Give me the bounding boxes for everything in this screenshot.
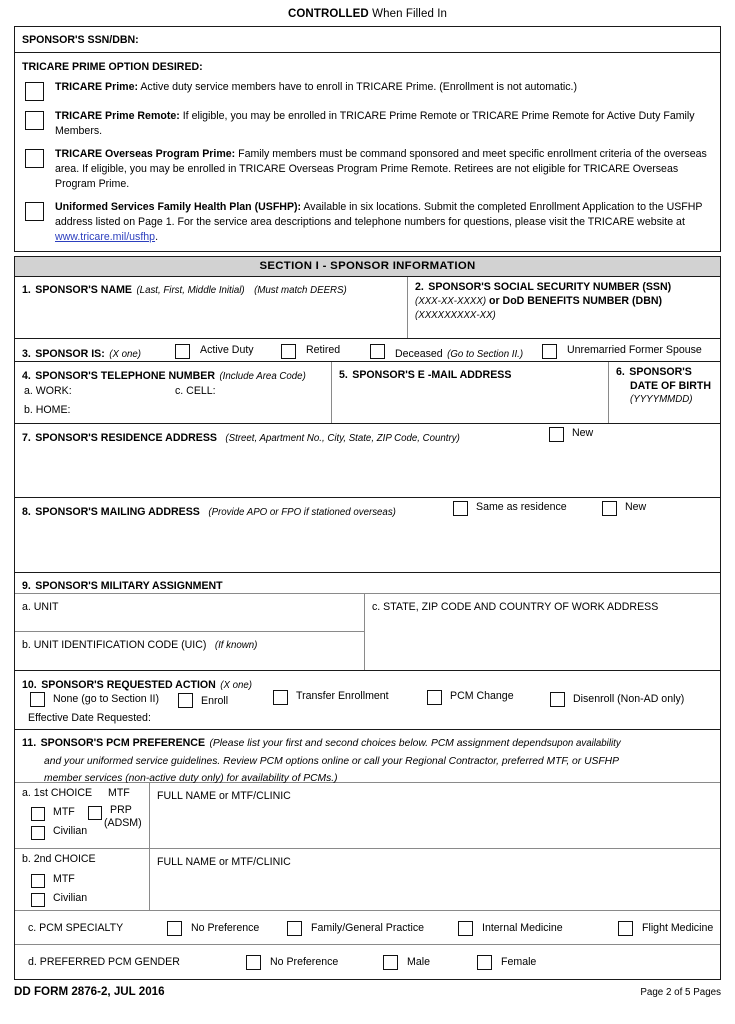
checkbox-action-transfer[interactable] <box>273 689 288 707</box>
label-deceased-wrap <box>395 344 523 362</box>
checkbox-usfhp[interactable] <box>25 202 44 221</box>
item11-header <box>15 730 720 783</box>
row-military-assignment <box>15 594 720 671</box>
item9-sub-c: c. STATE, ZIP CODE AND COUNTRY OF WORK ADDRESS <box>372 601 659 613</box>
checkbox-action-enroll[interactable] <box>178 692 193 710</box>
form-footer <box>14 980 721 998</box>
pcm-second-choice-options <box>15 849 149 910</box>
field-sponsor-dob[interactable] <box>608 362 720 423</box>
field-work-address[interactable] <box>364 594 720 670</box>
tricare-option-usfhp-body: Available in six locations. Submit the completed Enrollment Application to the USFHP address listed on Page 1. For the service area descriptions and telephone numbers for questions, please visit the TRICARE website at <box>55 201 703 228</box>
item6-line2: DATE OF BIRTH <box>630 379 712 392</box>
label-active-duty: Active Duty <box>200 344 254 356</box>
item4-label: SPONSOR'S TELEPHONE NUMBER <box>35 370 215 382</box>
col-unit-uic <box>15 594 364 670</box>
label-pcm-gender: d. PREFERRED PCM GENDER <box>28 956 180 968</box>
item11-hint-line1: (Please list your first and second choices below. PCM assignment depends <box>209 738 552 749</box>
item2-number: 2. <box>415 281 424 293</box>
row-pcm-gender <box>15 945 720 979</box>
tricare-option-usfhp[interactable] <box>15 195 720 251</box>
checkbox-tricare-prime[interactable] <box>25 82 44 101</box>
item6-line3: (YYYYMMDD) <box>630 394 693 405</box>
label-same-as-residence: Same as residence <box>476 501 567 513</box>
section-one-bar: SECTION I - SPONSOR INFORMATION <box>15 257 720 277</box>
tricare-options-heading-wrap <box>15 53 720 75</box>
label-gender-male: Male <box>407 956 430 968</box>
row-sponsor-is <box>15 339 720 362</box>
label-pcm-specialty: c. PCM SPECIALTY <box>28 922 124 934</box>
item7-hint: (Street, Apartment No., City, State, ZIP Code, Country) <box>225 433 460 444</box>
label-specialty-no-preference: No Preference <box>191 922 260 934</box>
label-retired: Retired <box>306 344 341 356</box>
section-one-frame <box>14 256 721 980</box>
tricare-option-prime-remote-title: TRICARE Prime Remote: <box>55 110 180 122</box>
item1-label: SPONSOR'S NAME <box>35 284 132 296</box>
checkbox-action-disenroll[interactable] <box>550 691 565 709</box>
pcm-first-choice-options <box>15 783 149 848</box>
usfhp-website-link[interactable]: www.tricare.mil/usfhp <box>55 231 156 243</box>
item10-hint: (X one) <box>220 680 253 691</box>
item3-number: 3. <box>22 348 31 360</box>
checkbox-active-duty[interactable] <box>175 343 190 361</box>
field-sponsor-ssn[interactable] <box>407 277 720 338</box>
checkbox-same-as-residence[interactable] <box>453 500 468 518</box>
item9-label: SPONSOR'S MILITARY ASSIGNMENT <box>35 580 223 592</box>
label-residence-new: New <box>572 427 594 439</box>
item6-line1: SPONSOR'S <box>629 366 692 378</box>
tricare-prime-options-block <box>15 53 720 251</box>
item2-line1: SPONSOR'S SOCIAL SECURITY NUMBER (SSN) <box>428 281 672 293</box>
checkbox-specialty-internal-medicine[interactable] <box>458 920 473 938</box>
label-second-choice-field: FULL NAME or MTF/CLINIC <box>157 856 291 868</box>
field-unit[interactable] <box>15 594 364 632</box>
item9-sub-a: a. UNIT <box>22 601 59 613</box>
controlled-bold-text: CONTROLLED <box>287 8 369 20</box>
label-specialty-flight-medicine: Flight Medicine <box>642 922 714 934</box>
row-pcm-first-choice <box>15 783 720 849</box>
checkbox-specialty-no-preference[interactable] <box>167 920 182 938</box>
tricare-option-prime-remote[interactable] <box>15 104 720 142</box>
item11-hint-line2: and your uniformed service guidelines. Review PCM options online or call your Regional Contractor, preferred MTF, or USFHP <box>44 755 619 767</box>
checkbox-first-choice-mtf[interactable] <box>31 805 45 823</box>
checkbox-tricare-prime-remote[interactable] <box>25 111 44 130</box>
tricare-option-overseas-prime-text <box>55 147 712 192</box>
label-second-choice: b. 2nd CHOICE <box>22 853 96 865</box>
item9-sub-b-hint: (If known) <box>214 640 258 651</box>
item11-number: 11. <box>22 737 37 749</box>
label-deceased: Deceased <box>395 348 443 360</box>
label-first-choice-mtf-header: MTF <box>108 787 130 799</box>
item11-hint-line3: member services (non-active duty only) for availability of PCMs.) <box>44 773 338 784</box>
item3-label: SPONSOR IS: <box>35 348 105 360</box>
tricare-option-prime-remote-body: If eligible, you may be enrolled in TRICARE Prime Remote or TRICARE Prime Remote for Active Duty Family Members. <box>55 110 695 137</box>
label-action-transfer: Transfer Enrollment <box>296 690 389 702</box>
item4-work-label: a. WORK: <box>24 385 72 397</box>
form-frame <box>14 26 721 252</box>
label-first-choice: a. 1st CHOICE <box>22 787 93 799</box>
item4-number: 4. <box>22 370 31 382</box>
checkbox-gender-no-preference[interactable] <box>246 954 261 972</box>
tricare-option-overseas-prime-body: Family members must be command sponsored and meet specific enrollment criteria of the overseas area. If eligible, you may be enrolled in TRICARE Overseas Program Prime Remote. Retirees are not eligible for TRICARE Overseas Program Prime. <box>55 148 707 190</box>
field-mailing-address[interactable] <box>15 498 720 573</box>
checkbox-retired[interactable] <box>281 343 296 361</box>
item8-number: 8. <box>22 506 31 518</box>
checkbox-action-none[interactable] <box>30 691 45 709</box>
checkbox-residence-new[interactable] <box>549 426 564 444</box>
item3-hint: (X one) <box>109 349 141 360</box>
tricare-option-prime-title: TRICARE Prime: <box>55 81 138 93</box>
checkbox-second-choice-mtf[interactable] <box>31 872 45 890</box>
item1-number: 1. <box>22 284 31 296</box>
item7-label-wrap <box>22 428 460 446</box>
label-action-disenroll: Disenroll (Non-AD only) <box>573 693 685 705</box>
checkbox-unremarried-former-spouse[interactable] <box>542 343 557 361</box>
label-deceased-hint: (Go to Section II.) <box>447 349 524 360</box>
row-pcm-specialty <box>15 911 720 945</box>
controlled-rest-text: When Filled In <box>368 8 448 20</box>
label-second-choice-mtf: MTF <box>53 873 75 885</box>
item4-cell-label: c. CELL: <box>175 385 216 397</box>
label-gender-no-preference: No Preference <box>270 956 339 968</box>
item1-hint1: (Last, First, Middle Initial) <box>136 285 245 296</box>
item5-label: SPONSOR'S E -MAIL ADDRESS <box>352 369 512 381</box>
item10-number: 10. <box>22 679 37 691</box>
checkbox-first-choice-civilian[interactable] <box>31 824 45 842</box>
item8-label: SPONSOR'S MAILING ADDRESS <box>35 506 200 518</box>
label-second-choice-civilian: Civilian <box>53 892 88 904</box>
field-residence-address[interactable] <box>15 424 720 498</box>
checkbox-first-choice-prp[interactable] <box>88 804 102 822</box>
row-requested-action <box>15 671 720 730</box>
tricare-option-overseas-prime-title: TRICARE Overseas Program Prime: <box>55 148 236 160</box>
item9-number: 9. <box>22 580 31 592</box>
checkbox-gender-female[interactable] <box>477 954 492 972</box>
sponsor-ssn-dbn-row[interactable] <box>15 27 720 53</box>
controlled-banner <box>14 0 721 26</box>
tricare-option-usfhp-text <box>55 200 712 245</box>
label-unremarried-former-spouse: Unremarried Former Spouse <box>567 344 702 356</box>
item1-hint2: (Must match DEERS) <box>254 285 347 296</box>
field-first-choice-name[interactable] <box>149 783 720 848</box>
label-gender-female: Female <box>501 956 537 968</box>
checkbox-tricare-overseas-prime[interactable] <box>25 149 44 168</box>
label-specialty-internal-medicine: Internal Medicine <box>482 922 563 934</box>
form-id-label: DD FORM 2876-2, JUL 2016 <box>14 985 165 998</box>
page-number-label: Page 2 of 5 Pages <box>640 987 721 998</box>
item10-label: SPONSOR'S REQUESTED ACTION <box>41 679 216 691</box>
field-sponsor-email[interactable] <box>331 362 608 423</box>
row-pcm-second-choice <box>15 849 720 911</box>
checkbox-mailing-new[interactable] <box>602 500 617 518</box>
label-action-pcm-change: PCM Change <box>450 690 514 702</box>
item9-sub-b: b. UNIT IDENTIFICATION CODE (UIC) <box>22 639 207 651</box>
item3-label-wrap <box>22 344 141 362</box>
checkbox-specialty-flight-medicine[interactable] <box>618 920 633 938</box>
tricare-options-heading: TRICARE PRIME OPTION DESIRED: <box>22 61 203 73</box>
checkbox-specialty-family-general[interactable] <box>287 920 302 938</box>
tricare-option-usfhp-body-after: . <box>155 231 159 243</box>
item11-label: SPONSOR'S PCM PREFERENCE <box>40 737 206 749</box>
label-action-none: None (go to Section II) <box>53 693 159 705</box>
item11-hint-line1-tail: upon availability <box>551 738 621 749</box>
tricare-option-usfhp-title: Uniformed Services Family Health Plan (USFHP): <box>55 201 302 213</box>
label-first-choice-field: FULL NAME or MTF/CLINIC <box>157 790 291 802</box>
label-action-enroll: Enroll <box>201 695 229 707</box>
tricare-option-prime-remote-text <box>55 109 712 139</box>
label-first-choice-prp-sub: (ADSM) <box>104 817 142 829</box>
label-first-choice-prp: PRP <box>110 804 132 816</box>
row-name-ssn <box>15 277 720 339</box>
checkbox-gender-male[interactable] <box>383 954 398 972</box>
item2-line3-italic: (XXXXXXXXX-XX) <box>415 310 496 321</box>
label-effective-date-requested[interactable]: Effective Date Requested: <box>28 712 151 724</box>
label-first-choice-civilian: Civilian <box>53 825 88 837</box>
item6-number: 6. <box>616 366 625 378</box>
tricare-option-prime-body: Active duty service members have to enroll in TRICARE Prime. (Enrollment is not automatic.) <box>138 81 578 93</box>
item9-header <box>15 573 720 594</box>
item7-label: SPONSOR'S RESIDENCE ADDRESS <box>35 432 217 444</box>
checkbox-action-pcm-change[interactable] <box>427 689 442 707</box>
label-first-choice-mtf: MTF <box>53 806 75 818</box>
field-sponsor-name[interactable] <box>15 277 407 338</box>
item8-hint: (Provide APO or FPO if stationed overseas) <box>208 507 396 518</box>
tricare-option-prime[interactable] <box>15 75 720 104</box>
tricare-option-prime-text <box>55 80 712 95</box>
item2-line2-italic: (XXX-XX-XXXX) <box>415 295 487 307</box>
tricare-option-overseas-prime[interactable] <box>15 142 720 195</box>
label-specialty-family-general: Family/General Practice <box>311 922 425 934</box>
checkbox-second-choice-civilian[interactable] <box>31 891 45 909</box>
label-mailing-new: New <box>625 501 647 513</box>
item7-number: 7. <box>22 432 31 444</box>
item2-line2-bold: or DoD BENEFITS NUMBER (DBN) <box>486 294 663 307</box>
item10-label-wrap <box>22 675 252 693</box>
checkbox-deceased[interactable] <box>370 343 385 361</box>
row-phone-email-dob <box>15 362 720 424</box>
field-second-choice-name[interactable] <box>149 849 720 910</box>
field-sponsor-telephone[interactable] <box>15 362 331 423</box>
item8-label-wrap <box>22 502 396 520</box>
item4-hint: (Include Area Code) <box>219 371 306 382</box>
sponsor-ssn-dbn-label: SPONSOR'S SSN/DBN: <box>22 34 139 46</box>
item5-number: 5. <box>339 369 348 381</box>
item4-home-label: b. HOME: <box>24 404 71 416</box>
